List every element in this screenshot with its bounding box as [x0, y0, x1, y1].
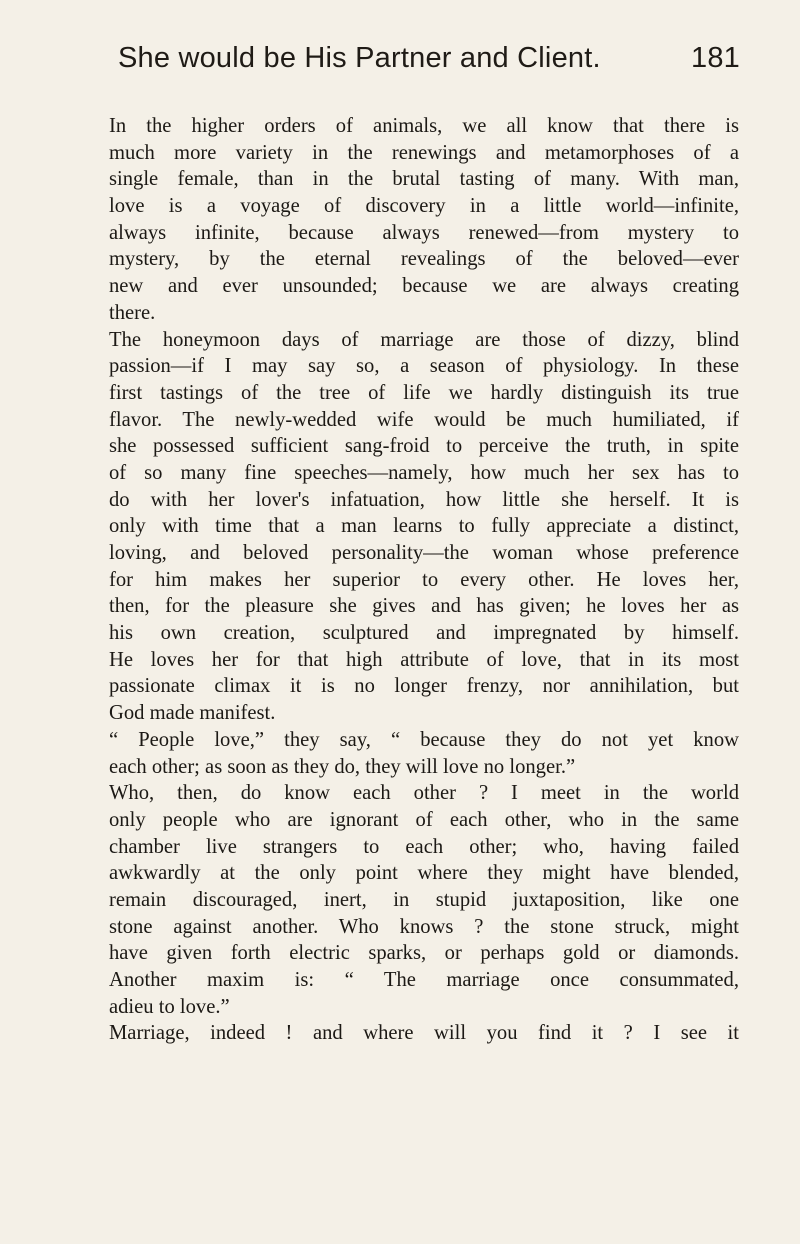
- text-line: first tastings of the tree of life we hardly distinguish its true: [109, 381, 739, 404]
- text-line: He loves her for that high attribute of love, that in its most: [109, 648, 739, 671]
- text-line: The honeymoon days of marriage are those of dizzy, blind: [109, 328, 739, 351]
- page-number: 181: [691, 42, 740, 74]
- text-line: adieu to love.”: [109, 995, 230, 1018]
- text-line: only people who are ignorant of each other, who in the same: [109, 808, 739, 831]
- text-line: of so many fine speeches—namely, how much her sex has to: [109, 461, 739, 484]
- body-text: [109, 113, 739, 1047]
- text-line: In the higher orders of animals, we all know that there is: [109, 115, 739, 137]
- text-line: she possessed sufficient sang-froid to perceive the truth, in spite: [109, 435, 739, 458]
- text-line: stone against another. Who knows ? the stone struck, might: [109, 915, 739, 938]
- text-line: Who, then, do know each other ? I meet in the world: [109, 782, 739, 805]
- text-line: Another maxim is: “ The marriage once consummated,: [109, 969, 739, 991]
- text-line: remain discouraged, inert, in stupid juxtaposition, like one: [109, 888, 739, 911]
- running-head: [110, 42, 740, 86]
- text-line: flavor. The newly-wedded wife would be much humiliated, if: [109, 408, 739, 431]
- text-line: mystery, by the eternal revealings of the beloved—ever: [109, 248, 739, 271]
- text-line: always infinite, because always renewed—from mystery to: [109, 221, 739, 244]
- text-line: passion—if I may say so, a season of physiology. In these: [109, 355, 739, 378]
- text-line: awkwardly at the only point where they might have blended,: [109, 862, 739, 885]
- text-line: have given forth electric sparks, or perhaps gold or diamonds.: [109, 942, 739, 965]
- text-line: then, for the pleasure she gives and has given; he loves her as: [109, 595, 739, 618]
- text-line: love is a voyage of discovery in a little world—infinite,: [109, 195, 739, 218]
- text-line: there.: [109, 301, 156, 324]
- text-line: each other; as soon as they do, they will love no longer.”: [109, 755, 576, 778]
- text-line: new and ever unsounded; because we are always creating: [109, 275, 739, 298]
- text-line: passionate climax it is no longer frenzy, nor annihilation, but: [109, 675, 739, 698]
- running-head-title: She would be His Partner and Client.: [118, 42, 601, 74]
- text-line: for him makes her superior to every other. He loves her,: [109, 568, 739, 591]
- text-line: do with her lover's infatuation, how little she herself. It is: [109, 488, 739, 511]
- text-line: loving, and beloved personality—the woman whose preference: [109, 542, 739, 564]
- text-line: single female, than in the brutal tasting of many. With man,: [109, 168, 739, 191]
- text-line: only with time that a man learns to fully appreciate a distinct,: [109, 515, 739, 538]
- text-line: his own creation, sculptured and impregnated by himself.: [109, 622, 739, 645]
- text-line: Marriage, indeed ! and where will you find it ? I see it: [109, 1022, 739, 1045]
- text-line: much more variety in the renewings and metamorphoses of a: [109, 141, 739, 164]
- text-line: chamber live strangers to each other; who, having failed: [109, 835, 739, 858]
- text-line: “ People love,” they say, “ because they do not yet know: [109, 728, 739, 751]
- text-line: God made manifest.: [109, 702, 276, 725]
